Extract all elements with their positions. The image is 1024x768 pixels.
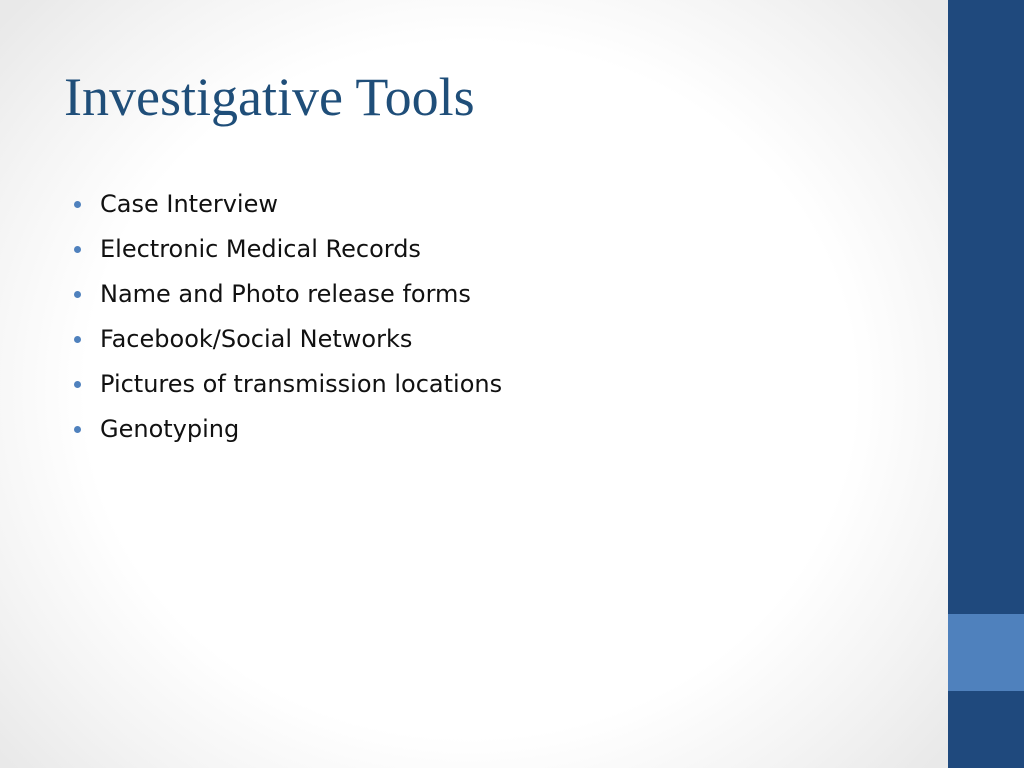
right-sidebar-decoration — [948, 0, 1024, 768]
bullet-dot-icon — [74, 336, 81, 343]
sidebar-dark-block — [948, 0, 1024, 614]
slide-title: Investigative Tools — [64, 67, 475, 127]
bullet-text: Pictures of transmission locations — [100, 370, 503, 398]
bullet-dot-icon — [74, 381, 81, 388]
bullet-dot-icon — [74, 246, 81, 253]
bullet-dot-icon — [74, 291, 81, 298]
sidebar-accent-block — [948, 614, 1024, 691]
bullet-text: Facebook/Social Networks — [100, 325, 413, 353]
bullet-text: Case Interview — [100, 190, 278, 218]
bullet-dot-icon — [74, 426, 81, 433]
sidebar-bottom-block — [948, 691, 1024, 768]
bullet-dot-icon — [74, 201, 81, 208]
bullet-text: Genotyping — [100, 415, 240, 443]
bullet-text: Electronic Medical Records — [100, 235, 421, 263]
bullet-text: Name and Photo release forms — [100, 280, 471, 308]
